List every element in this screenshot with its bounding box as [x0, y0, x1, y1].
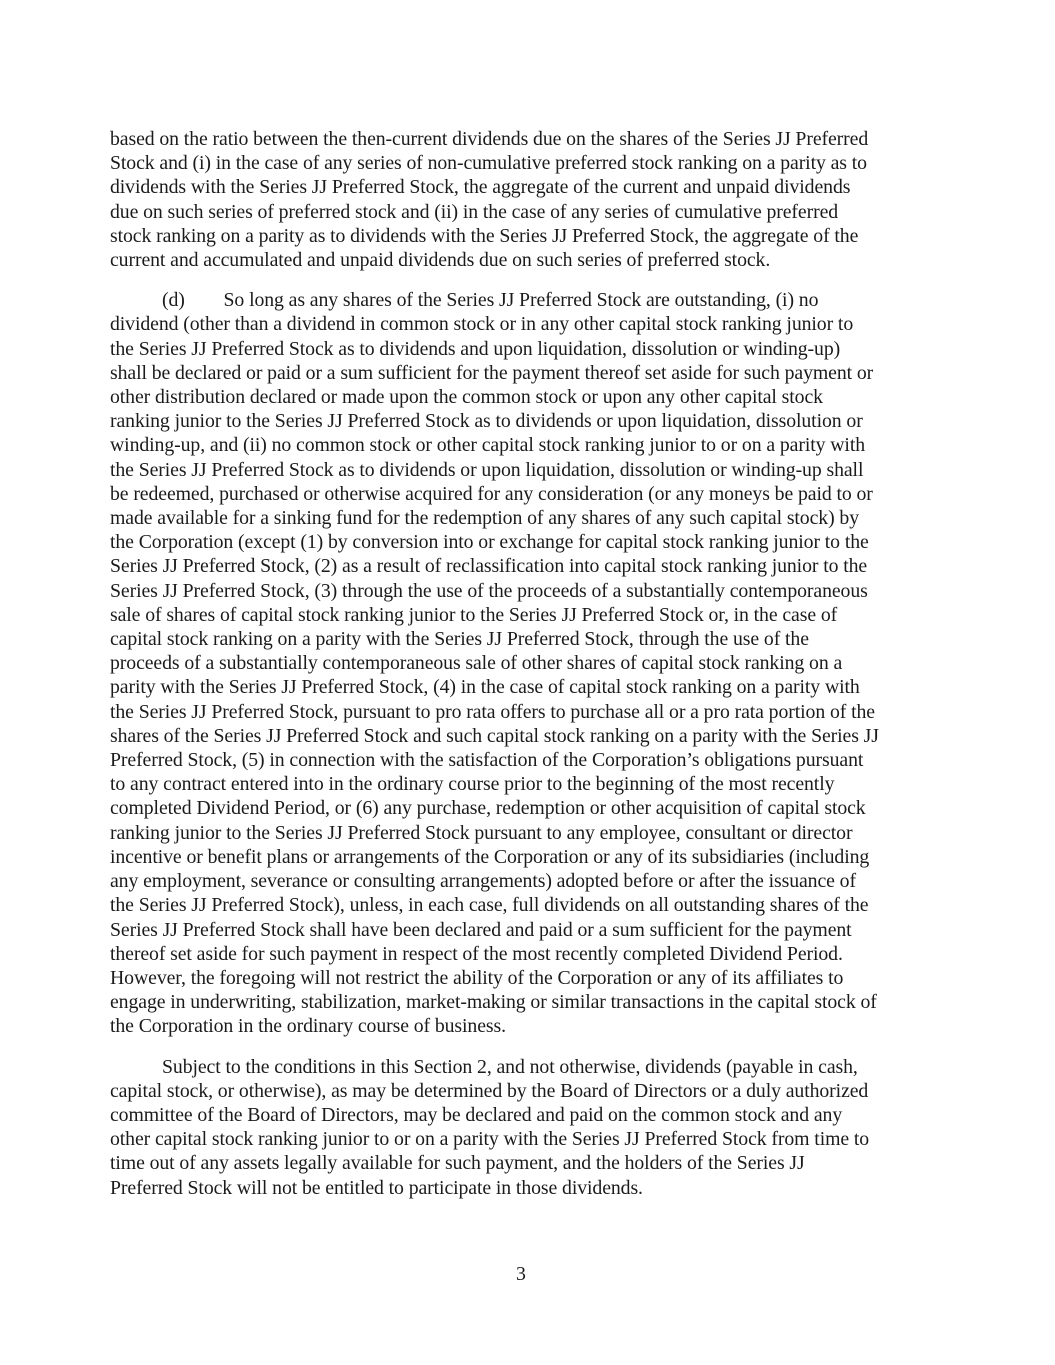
text-line: ranking junior to the Series JJ Preferred Stock pursuant to any employee, consultant or director: [110, 821, 853, 844]
text-line: shall be declared or paid or a sum sufficient for the payment thereof set aside for such payment or: [110, 361, 874, 384]
text-line: the Series JJ Preferred Stock as to dividends and upon liquidation, dissolution or winding-up): [110, 337, 841, 360]
text-line: other distribution declared or made upon the common stock or upon any other capital stock: [110, 386, 823, 409]
text-line: ranking junior to the Series JJ Preferred Stock as to dividends or upon liquidation, dissolution or: [110, 410, 863, 433]
paragraph: [110, 288, 955, 1038]
text-line: Preferred Stock, (5) in connection with the satisfaction of the Corporation’s obligations pursuant: [110, 749, 864, 772]
paragraph: [110, 1055, 955, 1200]
text-line: to any contract entered into in the ordinary course prior to the beginning of the most recently: [110, 773, 835, 796]
text-line: Preferred Stock will not be entitled to participate in those dividends.: [110, 1176, 643, 1199]
page-number: 3: [516, 1263, 526, 1285]
text-line: engage in underwriting, stabilization, market-making or similar transactions in the capital stock of: [110, 991, 877, 1014]
text-line: (d) So long as any shares of the Series JJ Preferred Stock are outstanding, (i) no: [162, 289, 819, 312]
text-line: the Series JJ Preferred Stock), unless, in each case, full dividends on all outstanding shares of the: [110, 894, 869, 917]
text-line: made available for a sinking fund for the redemption of any shares of any such capital stock) by: [110, 507, 859, 530]
text-line: the Series JJ Preferred Stock, pursuant to pro rata offers to purchase all or a pro rata portion of the: [110, 700, 875, 723]
text-line: Stock and (i) in the case of any series of non-cumulative preferred stock ranking on a parity as to: [110, 152, 867, 175]
text-line: capital stock ranking on a parity with the Series JJ Preferred Stock, through the use of the: [110, 628, 809, 651]
text-block: [110, 127, 955, 1216]
text-line: the Corporation in the ordinary course of business.: [110, 1015, 506, 1038]
text-line: committee of the Board of Directors, may be declared and paid on the common stock and any: [110, 1103, 843, 1126]
paragraph: [110, 127, 955, 272]
text-line: thereof set aside for such payment in respect of the most recently completed Dividend Period.: [110, 942, 843, 965]
text-line: stock ranking on a parity as to dividends with the Series JJ Preferred Stock, the aggregate of the: [110, 224, 859, 247]
text-line: the Corporation (except (1) by conversion into or exchange for capital stock ranking junior to the: [110, 531, 869, 554]
text-line: However, the foregoing will not restrict the ability of the Corporation or any of its affiliates to: [110, 966, 844, 989]
text-line: time out of any assets legally available for such payment, and the holders of the Series JJ: [110, 1152, 805, 1175]
text-line: shares of the Series JJ Preferred Stock and such capital stock ranking on a parity with the Series JJ: [110, 724, 879, 747]
text-line: sale of shares of capital stock ranking junior to the Series JJ Preferred Stock or, in the case of: [110, 603, 838, 626]
text-line: Series JJ Preferred Stock, (2) as a result of reclassification into capital stock ranking junior to the: [110, 555, 868, 578]
text-line: other capital stock ranking junior to or on a parity with the Series JJ Preferred Stock from time to: [110, 1128, 870, 1151]
text-line: based on the ratio between the then-current dividends due on the shares of the Series JJ Preferred: [110, 128, 869, 150]
text-line: be redeemed, purchased or otherwise acquired for any consideration (or any moneys be paid to or: [110, 482, 873, 505]
text-line: current and accumulated and unpaid dividends due on such series of preferred stock.: [110, 249, 771, 272]
text-line: Subject to the conditions in this Section 2, and not otherwise, dividends (payable in cash,: [162, 1055, 858, 1078]
text-line: dividend (other than a dividend in common stock or in any other capital stock ranking junior to: [110, 313, 854, 336]
text-line: dividends with the Series JJ Preferred Stock, the aggregate of the current and unpaid dividends: [110, 176, 851, 199]
text-line: Series JJ Preferred Stock, (3) through the use of the proceeds of a substantially contemporaneous: [110, 579, 868, 602]
text-line: completed Dividend Period, or (6) any purchase, redemption or other acquisition of capital stock: [110, 797, 866, 820]
text-line: the Series JJ Preferred Stock as to dividends or upon liquidation, dissolution or winding-up shall: [110, 458, 864, 481]
text-line: proceeds of a substantially contemporaneous sale of other shares of capital stock ranking on a: [110, 652, 843, 675]
text-line: due on such series of preferred stock and (ii) in the case of any series of cumulative preferred: [110, 200, 839, 223]
text-line: Series JJ Preferred Stock shall have been declared and paid or a sum sufficient for the payment: [110, 918, 852, 941]
text-line: capital stock, or otherwise), as may be determined by the Board of Directors or a duly authorized: [110, 1079, 869, 1102]
text-line: incentive or benefit plans or arrangements of the Corporation or any of its subsidiaries (including: [110, 845, 870, 868]
text-line: parity with the Series JJ Preferred Stock, (4) in the case of capital stock ranking on a parity with: [110, 676, 860, 699]
text-line: any employment, severance or consulting arrangements) adopted before or after the issuance of: [110, 870, 856, 893]
text-line: winding-up, and (ii) no common stock or other capital stock ranking junior to or on a parity with: [110, 434, 866, 457]
